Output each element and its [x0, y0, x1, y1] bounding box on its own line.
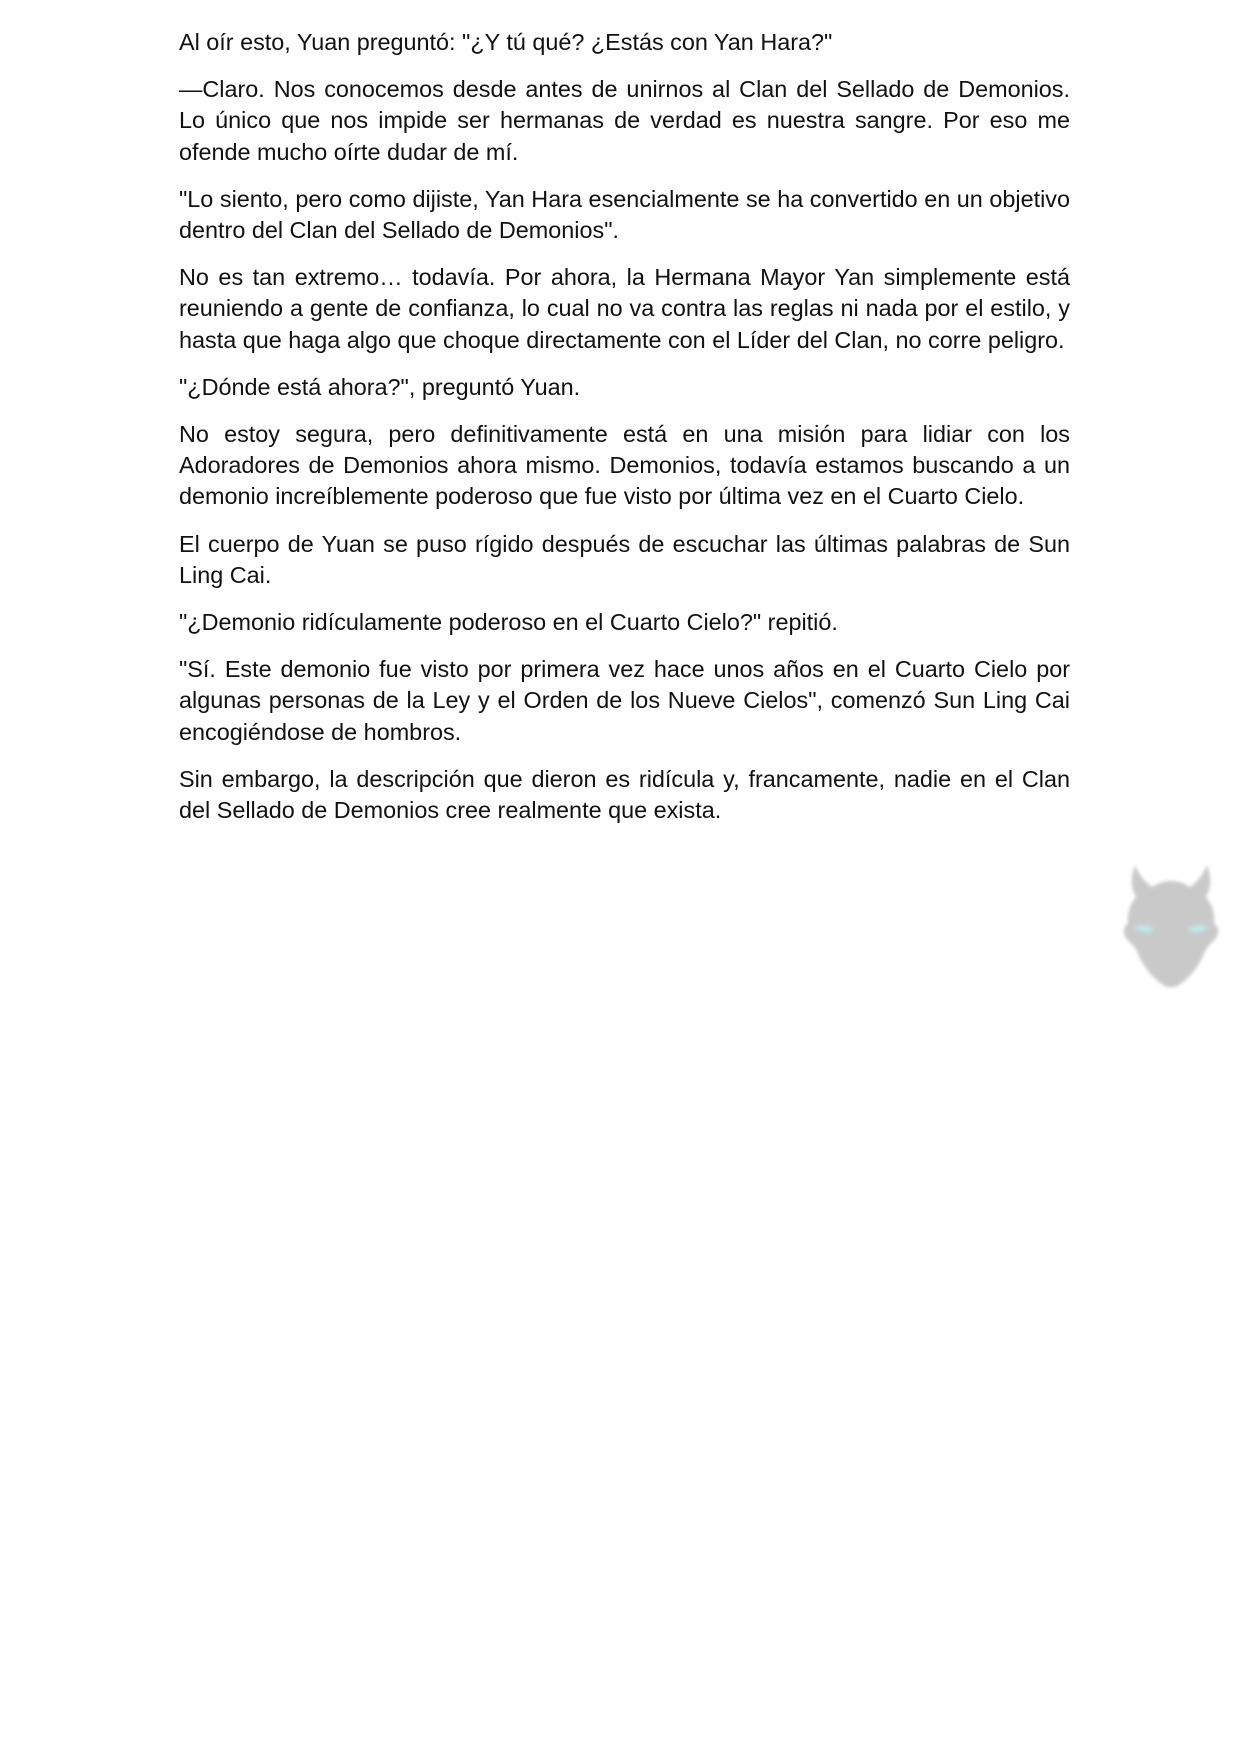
paragraph-10: Sin embargo, la descripción que dieron es ridícula y, francamente, nadie en el Clan del Sellado de Demonios cree realmente que exista. [179, 765, 1070, 824]
paragraph-3: "Lo siento, pero como dijiste, Yan Hara esencialmente se ha convertido en un objetivo dentro del Clan del Sellado de Demonios". [179, 185, 1070, 244]
paragraph-4: No es tan extremo… todavía. Por ahora, la Hermana Mayor Yan simplemente está reuniendo a gente de confianza, lo cual no va contra las reglas ni nada por el estilo, y hasta que haga algo que choque directamente con el Líder del Clan, no corre peligro. [179, 264, 1070, 353]
paragraph-5: "¿Dónde está ahora?", preguntó Yuan. [179, 373, 581, 400]
paragraph-1: Al oír esto, Yuan preguntó: "¿Y tú qué? ¿Estás con Yan Hara?" [179, 29, 833, 55]
paragraph-7: El cuerpo de Yuan se puso rígido después de escuchar las últimas palabras de Sun Ling Cai. [179, 530, 1070, 588]
paragraph-8: "¿Demonio ridículamente poderoso en el Cuarto Cielo?" repitió. [179, 609, 838, 636]
paragraph-2: —Claro. Nos conocemos desde antes de unirnos al Clan del Sellado de Demonios. Lo único que nos impide ser hermanas de verdad es nuestra sangre. Por eso me ofende mucho oírte dudar de mí. [179, 76, 1070, 165]
body-text [179, 27, 1070, 842]
paragraph-6: No estoy segura, pero definitivamente está en una misión para lidiar con los Adoradores de Demonios ahora mismo. Demonios, todavía estamos buscando a un demonio increíblemente poderoso que fue visto por última vez en el Cuarto Cielo. [179, 421, 1070, 510]
paragraph-9: "Sí. Este demonio fue visto por primera vez hace unos años en el Cuarto Cielo por algunas personas de la Ley y el Orden de los Nueve Cielos", comenzó Sun Ling Cai encogiéndose de hombros. [179, 656, 1070, 745]
demon-head-icon [1118, 863, 1224, 991]
